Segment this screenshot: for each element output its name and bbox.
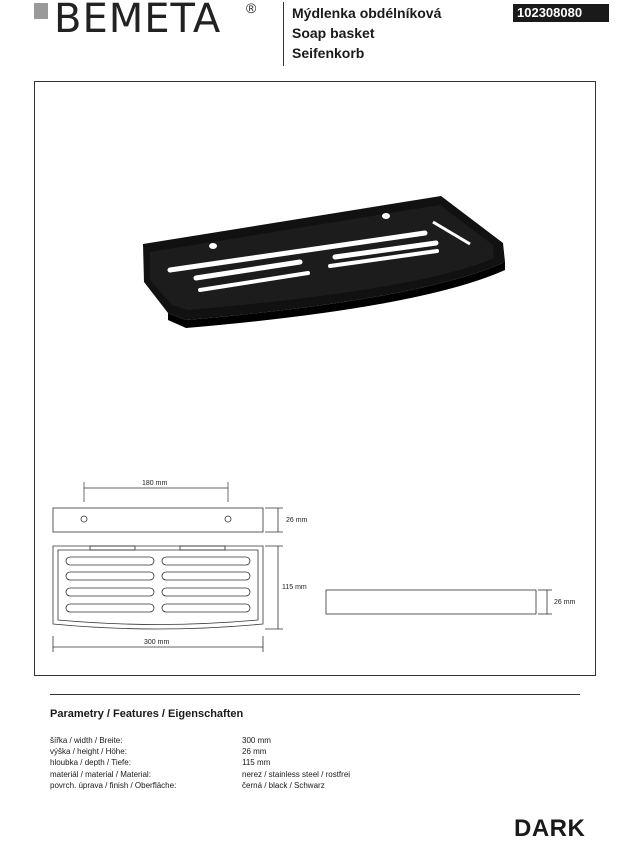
registered-mark: ® (246, 0, 257, 16)
brand-logo: BEMETA (54, 0, 222, 42)
side-height-label: 26 mm (554, 599, 576, 606)
param-value: 300 mm (242, 736, 271, 745)
side-view (326, 590, 552, 614)
param-label: hloubka / depth / Tiefe: (50, 758, 131, 768)
hole-spacing-label: 180 mm (142, 480, 168, 487)
title-czech: Mýdlenka obdélníková (292, 5, 442, 21)
param-value: 26 mm (242, 747, 267, 757)
param-value: nerez / stainless steel / rostfrei (242, 769, 351, 779)
param-label: povrch. úprava / finish / Oberfläche: (50, 780, 177, 790)
param-value: 115 mm (242, 758, 271, 768)
title-german: Seifenkorb (292, 45, 365, 61)
width-label: 300 mm (144, 639, 170, 646)
param-value: černá / black / Schwarz (242, 780, 325, 790)
front-height-label: 26 mm (286, 517, 308, 524)
parameter-labels (50, 735, 176, 791)
title-english: Soap basket (292, 25, 375, 41)
product-code-badge: 102308080 (513, 4, 609, 22)
param-label: šířka / width / Breite: (50, 736, 123, 745)
parameters-heading: Parametry / Features / Eigenschaften (50, 708, 244, 720)
parameter-values (242, 735, 350, 791)
param-label: materiál / material / Material: (50, 769, 151, 779)
depth-label: 115 mm (282, 584, 307, 591)
param-label: výška / height / Höhe: (50, 747, 127, 757)
front-view (53, 508, 283, 532)
top-view (53, 546, 283, 652)
section-divider (50, 694, 580, 695)
product-photo (143, 196, 505, 328)
product-variant: DARK (514, 815, 586, 842)
